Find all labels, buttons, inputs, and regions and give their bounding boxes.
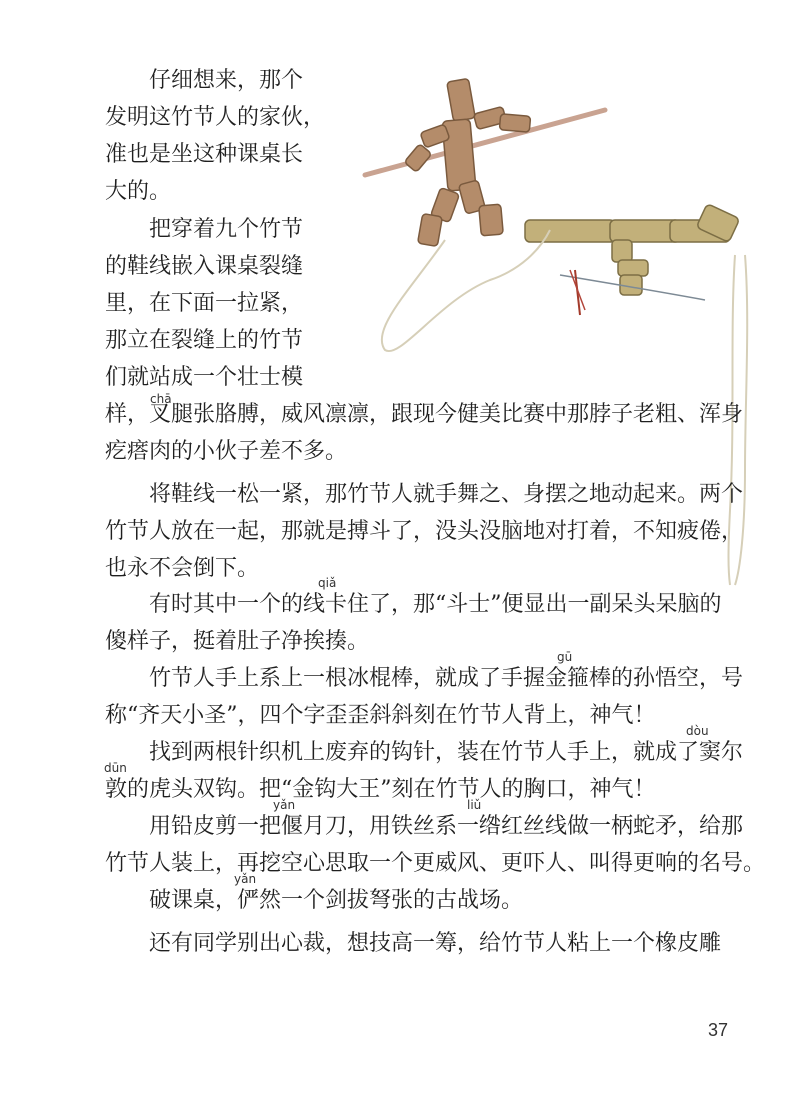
pinyin-annotation: liǔ: [467, 798, 482, 812]
text-line: 称“齐天小圣”，四个字歪歪斜斜刻在竹节人背上，神气！: [105, 703, 656, 728]
text-line: 破课桌，俨然一个剑拔弩张的古战场。: [149, 888, 524, 913]
paragraph-9: [105, 925, 730, 962]
pinyin-annotation: dòu: [686, 724, 709, 738]
text-line: 那立在裂缝上的竹节: [105, 328, 304, 353]
text-line: 傻样子，挺着肚子净挨揍。: [105, 629, 370, 654]
paragraph-7: [105, 808, 766, 882]
text-line: 疙瘩肉的小伙子差不多。: [105, 439, 348, 464]
pinyin-annotation: gū: [557, 650, 573, 664]
paragraph-3: [105, 476, 744, 590]
page-number: 37: [707, 1020, 728, 1040]
pinyin-annotation: chā: [150, 392, 172, 406]
text-line: 竹节人手上系上一根冰棍棒，就成了手握金箍棒的孙悟空，号: [149, 666, 744, 691]
paragraph-8: [105, 882, 730, 919]
text-line: 还有同学别出心裁，想技高一筹，给竹节人粘上一个橡皮雕: [149, 931, 722, 956]
pinyin-annotation: qiǎ: [318, 576, 337, 590]
text-line: 仔细想来，那个: [149, 68, 304, 93]
text-line: 竹节人装上，再挖空心思取一个更威风、更吓人、叫得更响的名号。: [105, 851, 766, 876]
text-line: 样，叉腿张胳膊，威风凛凛，跟现今健美比赛中那脖子老粗、浑身: [105, 402, 744, 427]
paragraph-2: [105, 211, 744, 470]
text-line: 将鞋线一松一紧，那竹节人就手舞之、身摆之地动起来。两个: [149, 482, 744, 507]
text-line: 大的。: [105, 179, 172, 204]
text-line: 的鞋线嵌入课桌裂缝: [105, 254, 304, 279]
text-line: 准也是坐这种课桌长: [105, 142, 304, 167]
pinyin-annotation: dūn: [104, 761, 127, 775]
paragraph-4: [105, 586, 730, 660]
text-line: 敦的虎头双钩。把“金钩大王”刻在竹节人的胸口，神气！: [105, 777, 656, 802]
text-line: 发明这竹节人的家伙，: [105, 105, 326, 130]
text-line: 们就站成一个壮士模: [105, 365, 304, 390]
text-line: 找到两根针织机上废弃的钩针，装在竹节人手上，就成了窦尔: [149, 740, 744, 765]
text-line: 用铅皮剪一把偃月刀，用铁丝系一绺红丝线做一柄蛇矛，给那: [149, 814, 744, 839]
text-line: 把穿着九个竹节: [149, 217, 304, 242]
text-line: 竹节人放在一起，那就是搏斗了，没头没脑地对打着，不知疲倦，: [105, 519, 744, 544]
paragraph-6: [105, 734, 744, 808]
paragraph-1: [105, 62, 330, 210]
text-line: 有时其中一个的线卡住了，那“斗士”便显出一副呆头呆脑的: [149, 592, 722, 617]
pinyin-annotation: yǎn: [234, 872, 257, 886]
text-line: 里，在下面一拉紧，: [105, 291, 304, 316]
paragraph-5: [105, 660, 744, 734]
pinyin-annotation: yǎn: [273, 798, 296, 812]
text-line: 也永不会倒下。: [105, 556, 260, 581]
